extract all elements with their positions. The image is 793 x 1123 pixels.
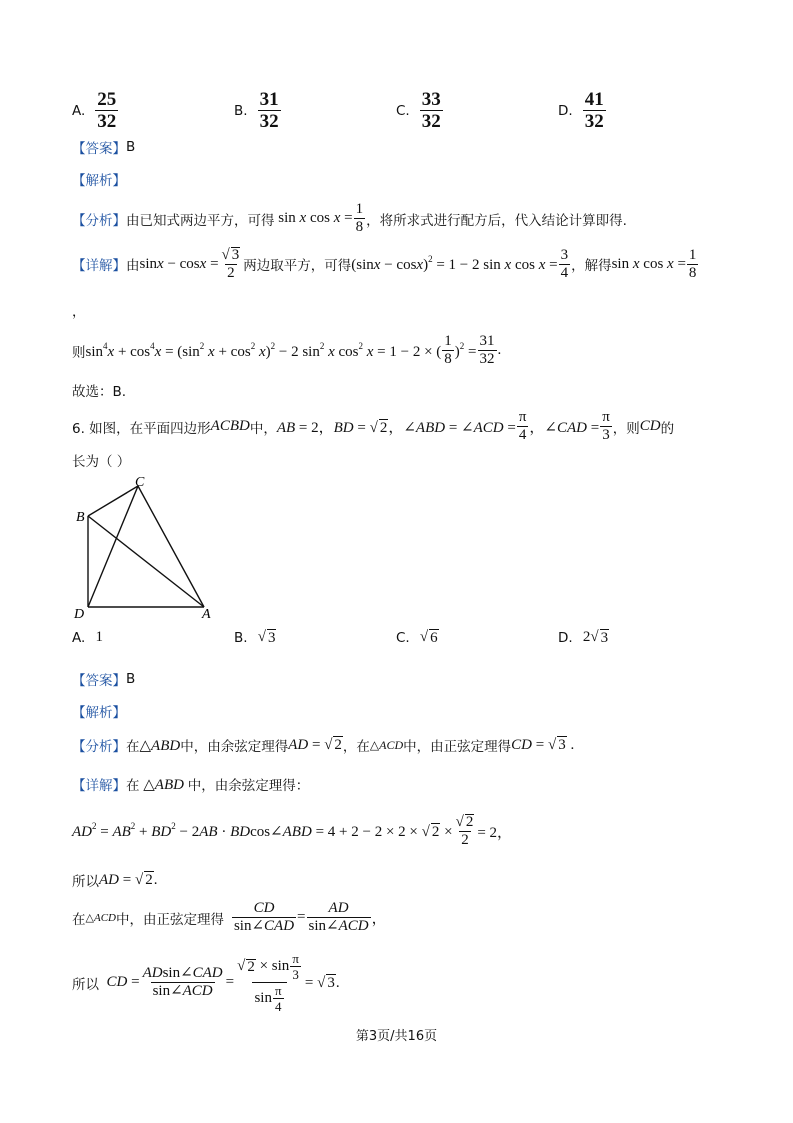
q5-answer: 【答案】 B xyxy=(72,139,136,157)
segment-ba xyxy=(88,516,204,607)
frac: √ 2 × sin $\frac{\pi}{3}$ sin $\frac{\pi}{4}$ xyxy=(237,951,299,1014)
label-d: D xyxy=(74,607,85,622)
frac: $\frac{AD}{\text{sin∠ACD}}$ xyxy=(308,900,369,934)
label-c: C xyxy=(135,475,145,490)
q5-conclusion: 故选：B. xyxy=(72,384,127,400)
frac: $\frac{1}{8}$ xyxy=(688,246,697,281)
page-footer: 第3页/共16页 xyxy=(355,1029,438,1044)
frac: $\frac{3}{4}$ xyxy=(560,246,569,281)
comma: ， xyxy=(72,304,86,320)
frac: $\frac{√ 3}{2}$ xyxy=(221,247,240,281)
sine-law-line: 在 △ACD 中，由正弦定理得 $\frac{CD}{\text{sin∠CAD}}$ = $\frac{AD}{\text{sin∠ACD}}$ ， xyxy=(72,900,387,934)
segment-dc xyxy=(88,486,138,607)
frac: $\frac{31}{32}$ xyxy=(479,333,495,367)
q5-xiangjie: 【详解】 由 sinx − cosx = $\frac{√ 3}{2}$ 两边取平方，可得 $(\sin x - \cos x)^2 = 1 - 2$ sin x cos x = $\frac{3}{4}$ ，解得 sin x cos x = $\frac{1}{8}$ xyxy=(72,246,697,281)
label-b: B xyxy=(76,510,85,525)
frac: $\frac{25}{32}$ xyxy=(97,89,117,132)
q5-options xyxy=(72,90,712,131)
q6-options xyxy=(72,628,609,647)
frac: $\frac{1}{8}$ xyxy=(355,201,364,235)
q6-analysis-heading: 【解析】 xyxy=(72,705,126,721)
label-a: A xyxy=(202,607,211,622)
option-b: B. $\frac{31}{32}$ xyxy=(234,89,279,132)
option-b: B. √ 3 xyxy=(234,629,276,646)
frac: $\frac{√ 2}{2}$ xyxy=(455,814,474,848)
option-a: A. 1 xyxy=(72,629,103,646)
option-c: C. $\frac{33}{32}$ xyxy=(396,89,441,132)
option-d: D. $\frac{41}{32}$ xyxy=(558,89,604,132)
q6-answer: 【答案】 B xyxy=(72,671,136,689)
segment-ca xyxy=(138,486,204,607)
q6-stem: 6. 如图，在平面四边形 ACBD 中， AB = 2，BD = √ 2，∠ABD = ∠ACD = $\frac{\pi}{4}$ ，∠CAD = $\frac{\pi}{3}$ ，则 CD 的 xyxy=(72,409,675,443)
ad-result: 所以 AD = √ 2. xyxy=(72,872,158,890)
frac: $\frac{\text{ADsin∠CAD}}{\text{sin∠ACD}}$ xyxy=(142,965,223,999)
formula: sin x cos x = xyxy=(274,210,353,226)
option-c: C. √ 6 xyxy=(396,629,438,646)
q6-fenxi: 【分析】 在 △ABD 中，由余弦定理得 AD = √ 2 ，在 △ACD 中，由正弦定理得 CD = √ 3 . xyxy=(72,737,575,755)
option-d: D. 2 √ 3 xyxy=(558,629,609,646)
cosine-law-line: $AD^2 = AB^2 + BD^2 - 2AB$ · BDcos∠ABD = 4 + 2 − 2 × 2 × √ 2 × $\frac{√ 2}{2}$ = 2， xyxy=(72,814,513,848)
cd-result: 所以 CD = $\frac{\text{ADsin∠CAD}}{\text{sin∠ACD}}$ = √ 2 × sin $\frac{\pi}{3}$ sin $\frac{\pi}{4}$ = √ 3. xyxy=(72,951,340,1014)
q6-xiangjie: 【详解】 在 △ABD 中，由余弦定理得： xyxy=(72,776,310,794)
segment-bc xyxy=(88,486,138,516)
frac: $\frac{33}{32}$ xyxy=(421,89,441,132)
frac: $\frac{31}{32}$ xyxy=(259,89,279,132)
q5-analysis-heading: 【解析】 xyxy=(72,173,126,189)
frac: $\frac{1}{8}$ xyxy=(444,333,452,367)
option-a: A. $\frac{25}{32}$ xyxy=(72,89,117,132)
frac: $\frac{CD}{\text{sin∠CAD}}$ xyxy=(233,900,295,934)
quadrilateral-figure xyxy=(70,472,220,622)
frac: $\frac{41}{32}$ xyxy=(584,89,604,132)
q5-fenxi: 【分析】 由已知式两边平方，可得 sin x cos x = $\frac{1}{8}$ ，将所求式进行配方后，代入结论计算即得. xyxy=(72,201,627,235)
q5-ze: 则 $\sin^4x + \cos^4x = (\sin^2$ $x + \cos^2 x)^2 - 2$ $\sin^2 x$ $\cos^2 x = 1 - 2$ × ( $\frac{1}{8}$ )$^2$ = $\frac{31}{32}$ . xyxy=(72,333,502,367)
frac: $\frac{\pi}{3}$ xyxy=(602,409,610,443)
frac: $\frac{\pi}{4}$ xyxy=(518,409,527,443)
q6-stem-line2: 长为（ ） xyxy=(72,454,131,470)
